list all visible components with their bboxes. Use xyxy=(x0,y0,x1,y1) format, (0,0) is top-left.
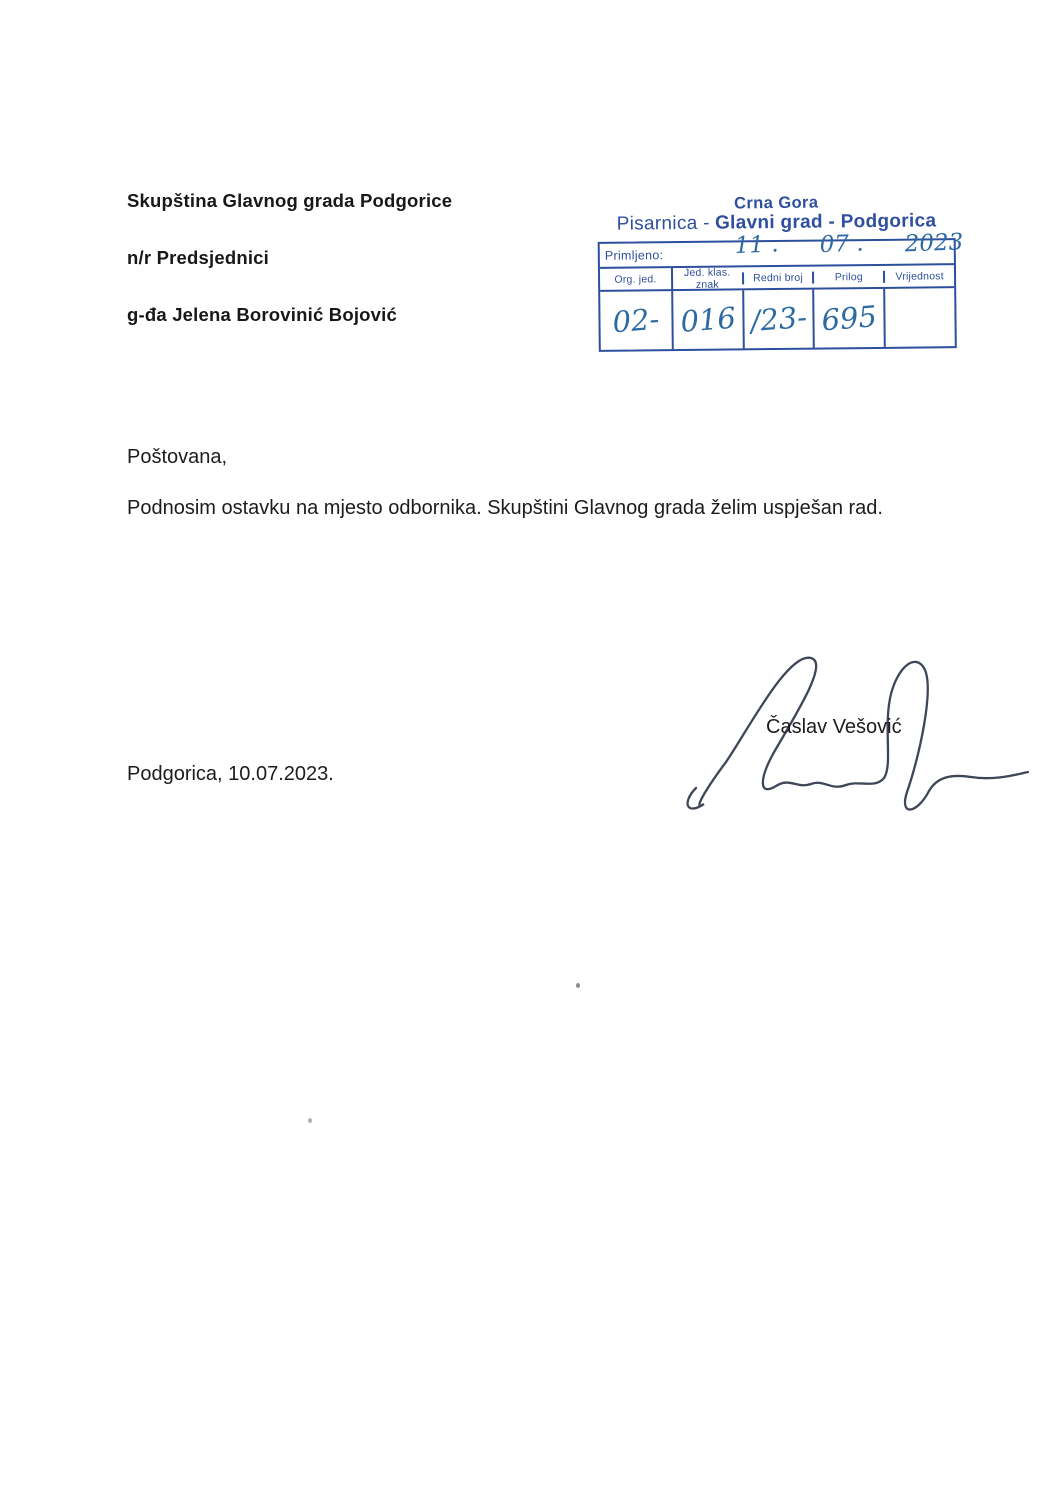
stamp-office xyxy=(597,211,955,236)
recipient-person: g-đa Jelena Borovinić Bojović xyxy=(127,304,398,325)
scan-speck xyxy=(308,1118,312,1123)
stamp-received-label: Primljeno: xyxy=(604,247,664,263)
stamp-office-prefix: Pisarnica - xyxy=(616,212,710,235)
stamp-received-date xyxy=(734,230,964,258)
stamp-values-row xyxy=(600,288,955,350)
stamp-column-vrijednost: Vrijednost xyxy=(883,270,954,283)
recipient-block xyxy=(127,190,452,361)
stamp-column-prilog: Prilog xyxy=(812,270,883,283)
recipient-attention-line: n/r Predsjednici xyxy=(127,247,269,268)
stamp-office-main: Glavni grad - Podgorica xyxy=(714,210,937,234)
salutation: Poštovana, xyxy=(127,446,228,468)
signer-name: Časlav Vešović xyxy=(766,716,902,738)
stamp-value-org-jed-text: 02- xyxy=(611,301,661,340)
stamp-received-year: 2023 xyxy=(904,229,965,258)
stamp-table xyxy=(598,229,965,352)
stamp-value-org-jed xyxy=(600,291,671,350)
stamp-column-redni-broj: Redni broj xyxy=(742,271,813,284)
scan-speck xyxy=(576,983,580,988)
stamp-column-jed-klas-znak: Jed. klas. znak xyxy=(671,266,742,291)
stamp-received-month: 07 . xyxy=(819,230,865,259)
stamp-value-vrijednost xyxy=(883,288,954,347)
place-and-date: Podgorica, 10.07.2023. xyxy=(127,763,334,785)
body-paragraph: Podnosim ostavku na mjesto odbornika. Skupštini Glavnog grada želim uspješan rad. xyxy=(127,497,883,519)
stamp-received-day: 11 . xyxy=(733,231,779,260)
stamp-column-org-jed: Org. jed. xyxy=(614,272,657,286)
stamp-value-jed-klas-znak xyxy=(671,290,742,349)
stamp-country: Crna Gora xyxy=(734,193,819,213)
stamp-received-row xyxy=(600,229,965,269)
stamp-value-prilog-text: 695 xyxy=(820,299,879,338)
stamp-value-jed-klas-znak-text: 016 xyxy=(678,300,737,339)
stamp-value-redni-broj-text: /23- xyxy=(748,299,808,339)
stamp-value-prilog xyxy=(813,289,884,348)
stamp-value-redni-broj xyxy=(742,290,813,349)
signature-area xyxy=(678,636,1030,816)
registry-stamp xyxy=(597,192,965,352)
recipient-organization: Skupština Glavnog grada Podgorice xyxy=(127,190,453,211)
